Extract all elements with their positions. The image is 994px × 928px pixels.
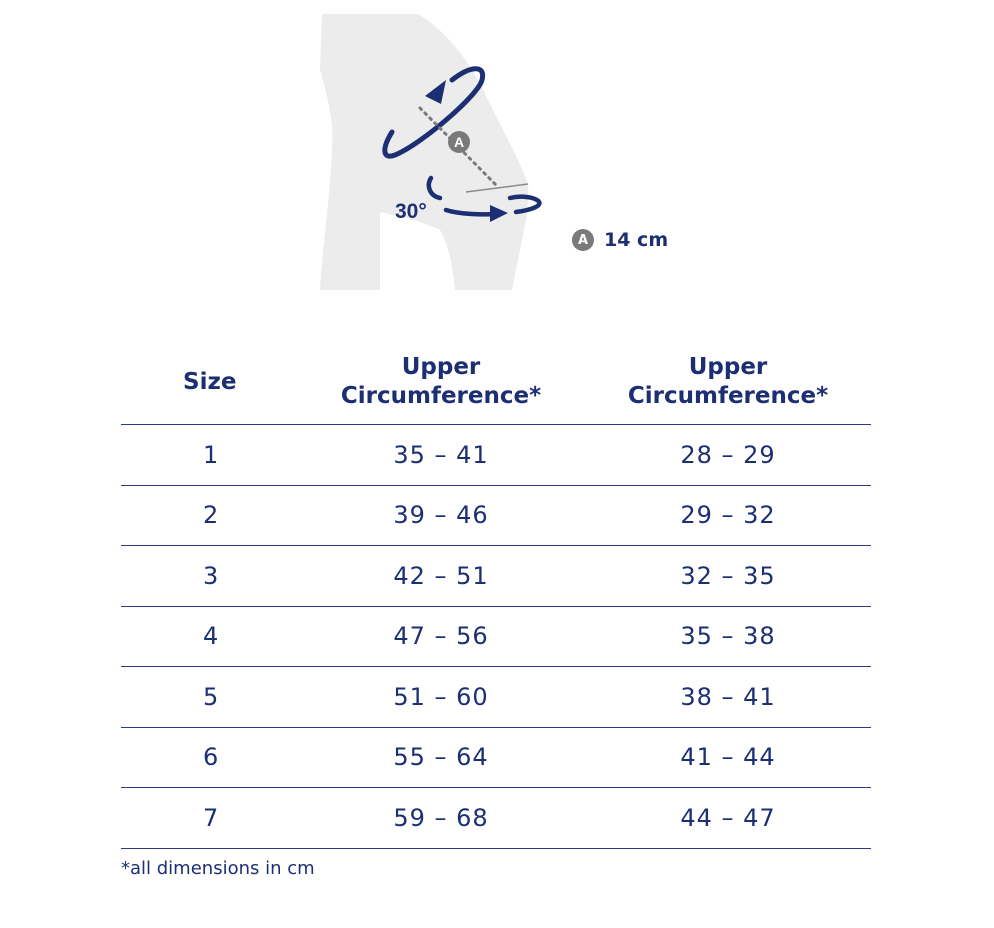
table-row bbox=[121, 727, 871, 788]
cell-circ-2: 32 – 35 bbox=[585, 546, 871, 607]
cell-circ-1: 47 – 56 bbox=[297, 606, 585, 667]
cell-circ-2: 35 – 38 bbox=[585, 606, 871, 667]
cell-circ-1: 42 – 51 bbox=[297, 546, 585, 607]
table-row bbox=[121, 606, 871, 667]
cell-size: 2 bbox=[121, 485, 297, 546]
footnote: *all dimensions in cm bbox=[121, 858, 315, 879]
leg-silhouette bbox=[320, 14, 528, 290]
marker-a-legend-badge: A bbox=[572, 229, 594, 251]
cell-circ-1: 39 – 46 bbox=[297, 485, 585, 546]
measurement-legend-value: 14 cm bbox=[604, 229, 669, 251]
cell-circ-2: 44 – 47 bbox=[585, 788, 871, 849]
table-row bbox=[121, 485, 871, 546]
cell-circ-2: 38 – 41 bbox=[585, 667, 871, 728]
table-row bbox=[121, 788, 871, 849]
cell-size: 1 bbox=[121, 425, 297, 486]
cell-size: 6 bbox=[121, 727, 297, 788]
angle-label: 30° bbox=[395, 200, 427, 223]
cell-size: 5 bbox=[121, 667, 297, 728]
measurement-legend bbox=[572, 229, 668, 251]
marker-a-letter: A bbox=[453, 134, 465, 150]
cell-circ-1: 55 – 64 bbox=[297, 727, 585, 788]
cell-circ-2: 29 – 32 bbox=[585, 485, 871, 546]
header-size: Size bbox=[121, 340, 297, 425]
cell-size: 7 bbox=[121, 788, 297, 849]
cell-size: 3 bbox=[121, 546, 297, 607]
cell-circ-1: 35 – 41 bbox=[297, 425, 585, 486]
header-upper-circumference-2: Upper Circumference* bbox=[585, 340, 871, 425]
cell-size: 4 bbox=[121, 606, 297, 667]
table-row bbox=[121, 667, 871, 728]
cell-circ-2: 41 – 44 bbox=[585, 727, 871, 788]
table-row bbox=[121, 425, 871, 486]
header-upper-circumference-1: Upper Circumference* bbox=[297, 340, 585, 425]
knee-measurement-illustration bbox=[0, 0, 994, 300]
table-row bbox=[121, 546, 871, 607]
size-chart-table bbox=[121, 340, 871, 849]
cell-circ-1: 59 – 68 bbox=[297, 788, 585, 849]
cell-circ-1: 51 – 60 bbox=[297, 667, 585, 728]
cell-circ-2: 28 – 29 bbox=[585, 425, 871, 486]
table-header-row bbox=[121, 340, 871, 425]
